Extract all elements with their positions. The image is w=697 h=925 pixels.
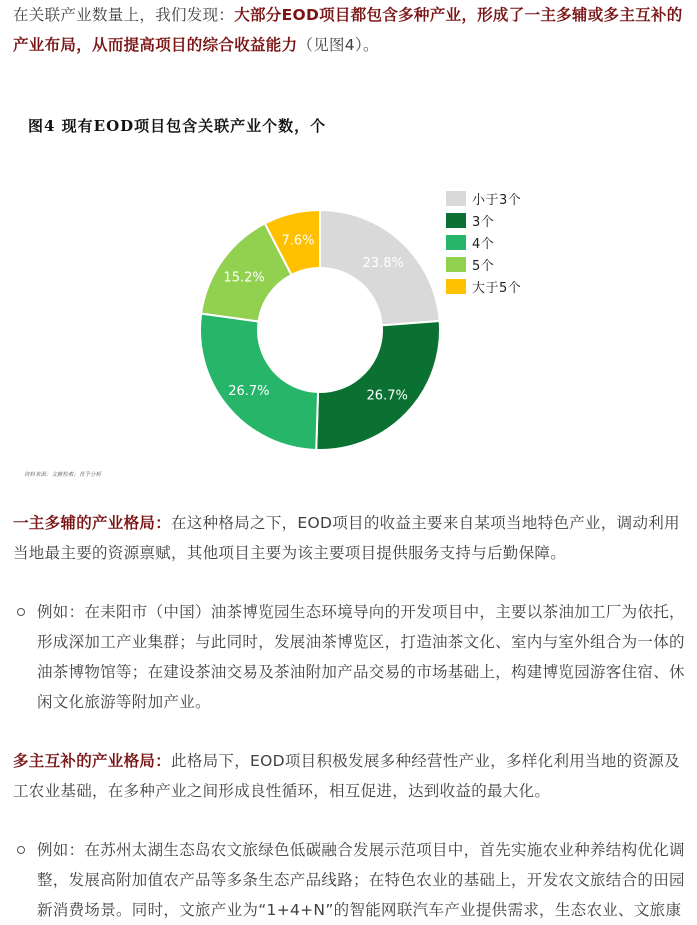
- legend-label: 4个: [472, 236, 495, 252]
- legend-swatch: [446, 191, 466, 206]
- intro-text: 在关联产业数量上，我们发现：: [13, 6, 235, 24]
- legend-label: 5个: [472, 258, 495, 274]
- section1-bullet: [13, 597, 685, 717]
- legend-label: 小于3个: [472, 192, 522, 208]
- slice-value-label: 7.6%: [281, 233, 315, 249]
- legend-label: 大于5个: [472, 280, 522, 296]
- legend-label: 3个: [472, 214, 495, 230]
- slice-value-label: 26.7%: [366, 388, 408, 404]
- section2-heading: 多主互补的产业格局：: [13, 752, 172, 770]
- section1-bullet-text: 例如：在耒阳市（中国）油茶博览园生态环境导向的开发项目中，主要以茶油加工厂为依托，形成深加工产业集群；与此同时，发展油茶博览区，打造油茶文化、室内与室外组合为一体的油茶博物馆等；在建设茶油交易及茶油附加产品交易的市场基础上，构建博览园游客住宿、休闲文化旅游等附加产业。: [37, 603, 685, 711]
- section2-bullet-text: 例如：在苏州太湖生态岛农文旅绿色低碳融合发展示范项目中，首先实施农业种养结构优化调整，发展高附加值农产品等多条生态产品线路；在特色农业的基础上，开发农文旅结合的田园新消费场景。同时，文旅产业为“1+4+N”的智能网联汽车产业提供需求，生态农业、文旅康: [37, 841, 685, 919]
- legend-item: [446, 187, 521, 209]
- intro-reference: （见图4）。: [297, 36, 379, 54]
- legend-swatch: [446, 213, 466, 228]
- figure-source: 资料来源：文献检索；艮予分析: [24, 472, 102, 478]
- slice-value-label: 23.8%: [362, 255, 404, 271]
- legend-swatch: [446, 257, 466, 272]
- section1-paragraph: [13, 508, 685, 568]
- legend-item: [446, 231, 521, 253]
- figure-title: 图4 现有EOD项目包含关联产业个数，个: [28, 117, 327, 135]
- section1-heading: 一主多辅的产业格局：: [13, 514, 172, 532]
- bullet-icon: [17, 846, 25, 854]
- chart-legend: [446, 187, 521, 297]
- section2-paragraph: [13, 746, 685, 806]
- slice-value-label: 15.2%: [223, 270, 265, 286]
- donut-slice: [316, 321, 440, 450]
- section2-body: 此格局下，EOD项目积极发展多种经营性产业，多样化利用当地的资源及工农业基础，在多种产业之间形成良性循环，相互促进，达到收益的最大化。: [13, 752, 680, 800]
- donut-slice: [200, 313, 318, 449]
- legend-item: [446, 253, 521, 275]
- legend-item: [446, 275, 521, 297]
- slice-value-label: 26.7%: [228, 383, 270, 399]
- legend-item: [446, 209, 521, 231]
- intro-highlight: 大部分EOD项目都包含多种产业，形成了一主多辅或多主互补的产业布局，从而提高项目的综合收益能力: [13, 6, 683, 54]
- section1-body: 在这种格局之下，EOD项目的收益主要来自某项当地特色产业，调动利用当地最主要的资源禀赋，其他项目主要为该主要项目提供服务支持与后勤保障。: [13, 514, 680, 562]
- legend-swatch: [446, 279, 466, 294]
- section2-bullet: [13, 835, 685, 925]
- legend-swatch: [446, 235, 466, 250]
- bullet-icon: [17, 608, 25, 616]
